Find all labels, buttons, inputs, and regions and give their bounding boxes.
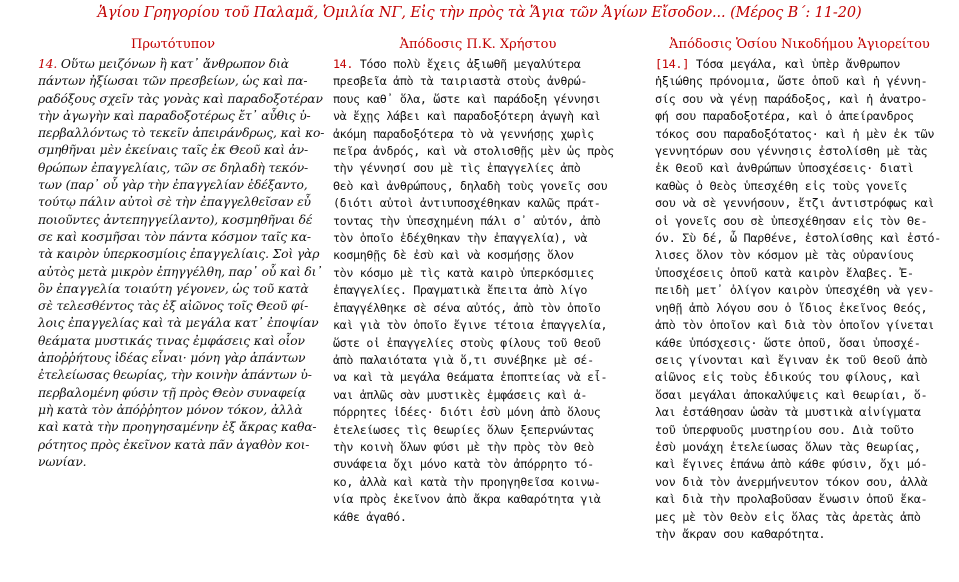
paragraph-text: Τόσα μεγάλα, καὶ ὑπὲρ ἄνθρωπον ἠξιώθης πρόνομια, ὥστε ὁποῦ καὶ ἡ γέννη- σίς σου νὰ γένῃ παράδοξος, καὶ ἡ ἀνατρο- φή σου παραδοξοτέρα, καὶ ὁ ἀπείρανδρος τόκος σου παραδοξότατος· καὶ ἡ μὲν ἐκ τῶν γεννητόρων σου γέννησις ἐστολίσθη μὲ τὰς ἐκ Θεοῦ καὶ ἀνθρώπων ὑποσχέσεις· διατὶ καθὼς ὁ Θεὸς ὑπεσχέθη εἰς τοὺς γονεῖς σου νὰ σὲ γεννήσουν, ἔτζι ἀντιστρόφως καὶ οἱ γονεῖς σου σὲ ὑπεσχέθησαν εἰς τὸν Θε- όν. Σὺ δέ, ὦ Παρθένε, ἐστολίσθης καὶ ἐστό- λισες ὅλον τὸν κόσμον μὲ τὰς οὐρανίους ὑποσχέσεις ὁποῦ κατὰ καιρὸν ἔλαβες. Ἐ- πειδὴ μετ᾽ ὀλίγον καιρὸν ὑπεσχέθη νὰ γεν- νηθῇ ἀπὸ λόγου σου ὁ ἴδιος ἐκεῖνος Θεός, ἀπὸ τὸν ὁποῖον καὶ διὰ τὸν ὁποῖον γίνεται κάθε ὑπόσχεσις· ὥστε ὁποῦ, ὅσαι ὑποσχέ- σεις γίνονται καὶ ἔγιναν ἐκ τοῦ Θεοῦ ἀπὸ αἰῶνος εἰς τοὺς ἐδικούς του φίλους, καὶ ὅσαι μεγάλαι ἀποκαλύψεις καὶ θεωρίαι, ὅ- λαι ἐστάθησαν ὡσὰν τὰ μυστικὰ αἰνίγματα τοῦ ὑπερφυοῦς μυστηρίου σου. Διὰ τοῦτο ἐσὺ μονάχη ἐτελείωσας ὅλων τὰς θεωρίας, καὶ ἔγινες ἐπάνω ἀπὸ κάθε φύσιν, ὄχι μό- νον διὰ τὸν ἀνερμήνευτον τόκον σου, ἀλλὰ καὶ διὰ τὴν προλαβοῦσαν ἕνωσιν ὁποῦ ἔκα- μες μὲ τὸν Θεὸν εἰς ὅλας τὰς ἀρετὰς ἀπὸ τὴν ἄκραν σου καθαρότητα. — [655, 57, 941, 541]
paragraph-number: 14. — [38, 57, 58, 71]
paragraph-text: Οὕτω μειζόνων ἢ κατ᾽ ἄνθρωπον διὰ πάντων ἠξίωσαι τῶν πρεσβείων, ὡς καὶ πα- ραδόξους σχεῖν τὰς γονὰς καὶ παραδοξοτέραν τὴν ἀγωγὴν καὶ παραδοξοτέρως ἔτ᾽ αὖθις ὑ- περβαλλόντως τὸ τεκεῖν ἀπειράνδρως, καὶ κο- σμηθῆναι μὲν ἐκείναις ταῖς ἐκ Θεοῦ καὶ ἀν- θρώπων ἐπαγγελίαις, τῶν σε δηλαδὴ τεκόν- των (παρ᾽ οὗ γὰρ τὴν ἐπαγγελίαν ἐδέξαντο, τούτῳ πάλιν αὐτοὶ σὲ τὴν ἐπαγγελθεῖσαν εὖ ποιοῦντες ἀντεπηγγείλαντο), κοσμηθῆναι δέ σε καὶ κοσμῆσαι τὸν πάντα κόσμον ταῖς κα- τὰ καιρὸν ὑπερκοσμίοις ἐπαγγελίαις. Σοὶ γὰρ αὐτὸς μετὰ μικρὸν ἐπηγγέλθη, παρ᾽ οὗ καὶ δι᾽ ὃν ἐπαγγελία τοιαύτη γέγονεν, ὡς τοῦ κατὰ σὲ τελεσθέντος τὰς ἐξ αἰῶνος τοῖς Θεοῦ φί- λοις ἐπαγγελίας καὶ τὰ μεγάλα κατ᾽ ἐποψίαν θεάματα μυστικάς τινας ἐμφάσεις καὶ οἷον ἀποῤῥήτους ἰδέας εἶναι· μόνη γὰρ ἁπάντων ἐτελείωσας θεωρίας, τὴν κοινὴν ἁπάντων ὑ- περβαλομένη φύσιν τῇ πρὸς Θεὸν συναφείᾳ μὴ κατὰ τὸν ἀπόῤῥητον μόνον τόκον, ἀλλὰ καὶ κατὰ τὴν προηγησαμένην ἐξ ἄκρας καθα- ρότητος πρὸς ἐκεῖνον κατὰ πᾶν ἀγαθὸν κοι- νωνίαν. — [38, 57, 325, 469]
column-original-text — [38, 56, 324, 471]
column-title-original: Πρωτότυπον — [131, 37, 215, 52]
column-christou-text — [333, 56, 614, 526]
paragraph-number: 14. — [333, 57, 354, 71]
column-title-christou: Ἀπόδοσις Π.Κ. Χρήστου — [399, 37, 557, 52]
column-title-nikodemos: Ἀπόδοσις Ὁσίου Νικοδήμου Ἁγιορείτου — [669, 37, 930, 52]
page-title: Ἁγίου Γρηγορίου τοῦ Παλαμᾶ, Ὁμιλία ΝΓ, Εἰς τὴν πρὸς τὰ Ἅγια τῶν Ἁγίων Εἴσοδον... (Μέρος Β΄: 11-20) — [97, 5, 862, 21]
paragraph-text: Τόσο πολὺ ἔχεις ἀξιωθῆ μεγαλύτερα πρεσβεῖα ἀπὸ τὰ ταιριαστὰ στοὺς ἀνθρώ- πους καθ᾽ ὅλα, ὥστε καὶ παράδοξη γέννησι νὰ ἔχῃς λάβει καὶ παραδοξότερη ἀγωγὴ καὶ ἀκόμη παραδοξότερα τὸ νὰ γεννήσῃς χωρὶς πεῖρα ἀνδρός, καὶ νὰ στολισθῇς μὲν ὡς πρὸς τὴν γέννησί σου μὲ τὶς ἐπαγγελίες ἀπὸ Θεὸ καὶ ἀνθρώπους, δηλαδὴ τοὺς γονεῖς σου (διότι αὐτοὶ ἀντιυποσχέθηκαν καλῶς πράτ- τοντας τὴν ὑπεσχημένη πάλι σ᾽ αὐτόν, ἀπὸ τὸν ὁποῖο ἐδέχθηκαν τὴν ἐπαγγελία), νὰ κοσμηθῇς δὲ ἐσὺ καὶ νὰ κοσμήσῃς ὅλον τὸν κόσμο μὲ τὶς κατὰ καιρὸ ὑπερκόσμιες ἐπαγγελίες. Πραγματικὰ ἔπειτα ἀπὸ λίγο ἐπαγγέλθηκε σὲ σένα αὐτός, ἀπὸ τὸν ὁποῖο καὶ γιὰ τὸν ὁποῖο ἔγινε τέτοια ἐπαγγελία, ὥστε οἱ ἐπαγγελίες στοὺς φίλους τοῦ Θεοῦ ἀπὸ παλαιότατα γιὰ ὅ,τι συνέβηκε μὲ σέ- να καὶ τὰ μεγάλα θεάματα ἐποπτείας νὰ εἶ- ναι ἁπλῶς σὰν μυστικὲς ἐμφάσεις καὶ ἀ- πόρρητες ἰδέες· διότι ἐσὺ μόνη ἀπὸ ὅλους ἐτελείωσες τὶς θεωρίες ὅλων ξεπερνώντας τὴν κοινὴ ὅλων φύσι μὲ τὴν πρὸς τὸν Θεὸ συνάφεια ὄχι μόνο κατὰ τὸν ἀπόρρητο τό- κο, ἀλλὰ καὶ κατὰ τὴν προηγηθεῖσα κοινω- νία πρὸς ἐκεῖνον ἀπὸ ἄκρα καθαρότητα γιὰ κάθε ἀγαθό. — [333, 57, 614, 524]
paragraph-number: [14.] — [655, 57, 690, 71]
column-nikodemos-text — [655, 56, 941, 543]
